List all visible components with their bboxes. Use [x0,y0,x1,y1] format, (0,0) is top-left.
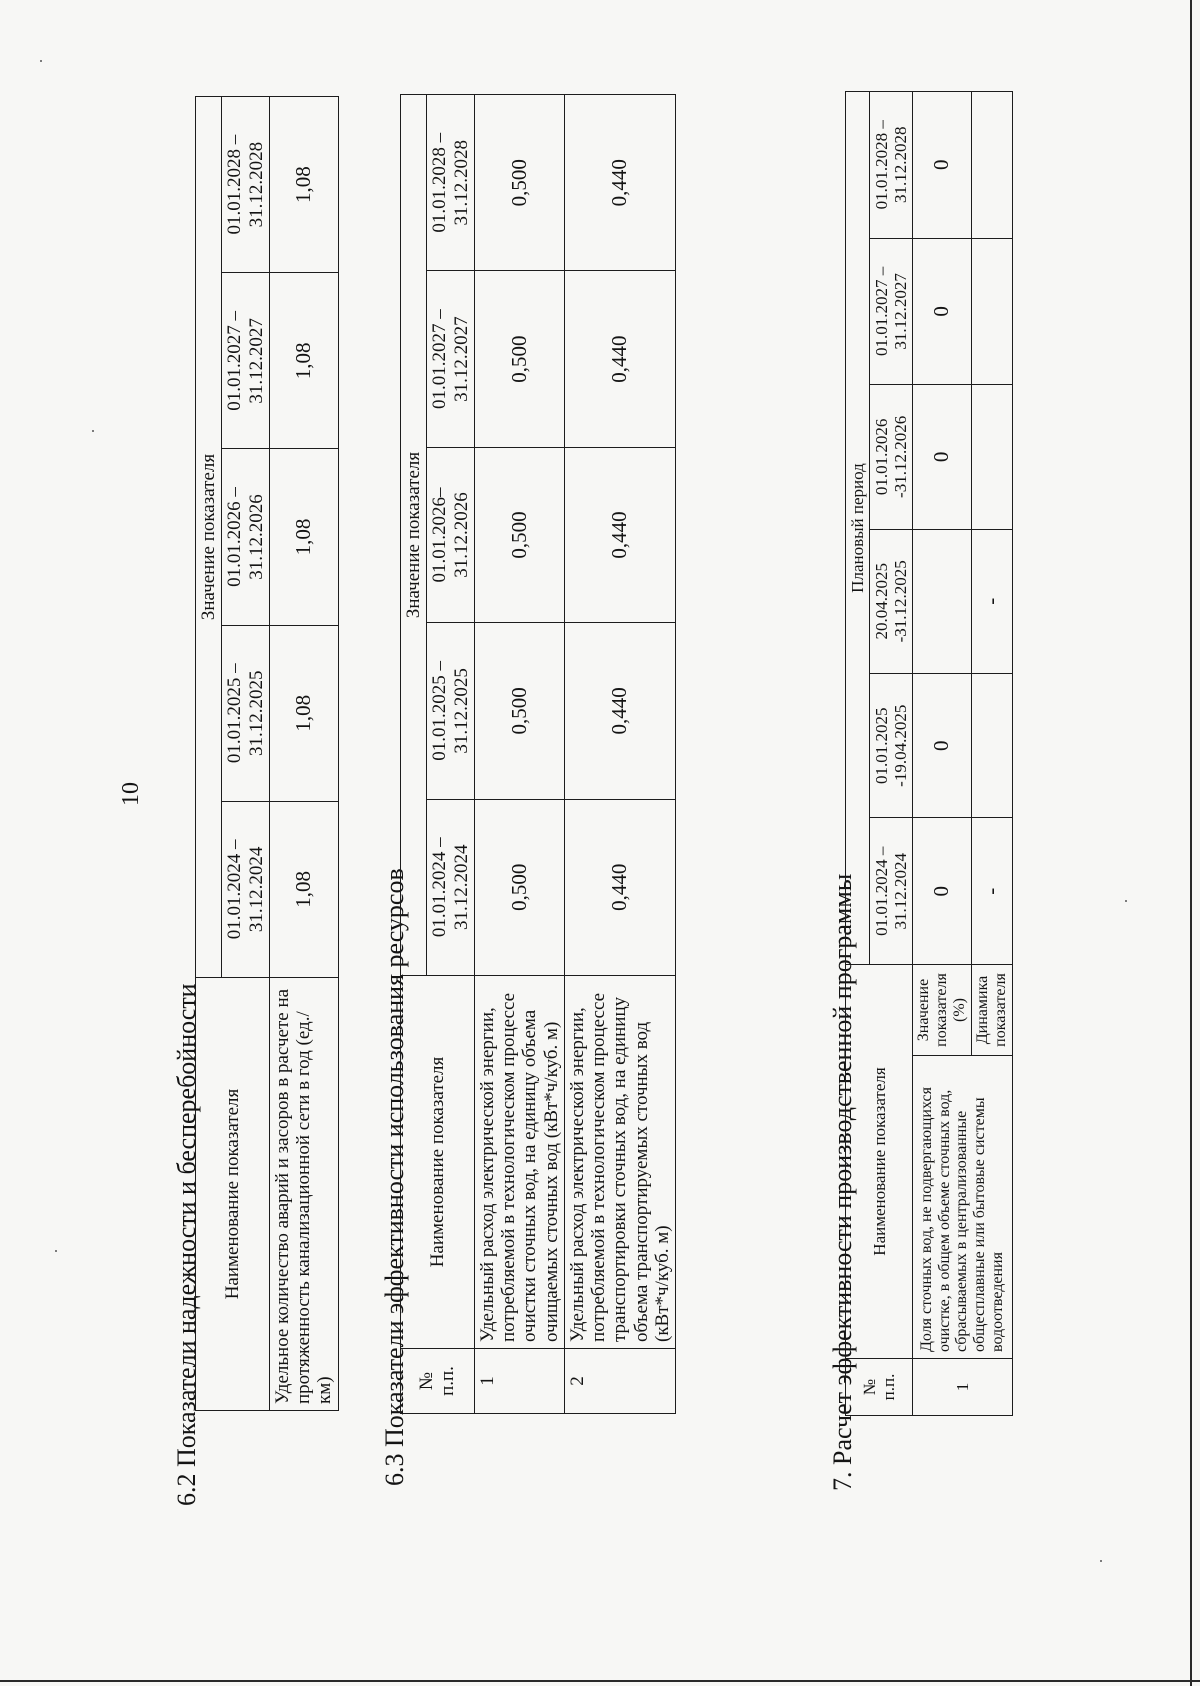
value-cell: 1,08 [269,97,338,273]
value-cell [971,92,1012,239]
header-num: № п.п. [846,1359,913,1416]
value-cell: 0,440 [564,447,675,622]
sub-row-label: Значение показателя (%) [913,965,972,1056]
table-row [269,97,338,1411]
value-cell [913,529,972,673]
section-63-title: 6.3 Показатели эффективности использования ресурсов [380,868,409,1486]
header-period: Плановый период [846,92,870,965]
table-row [474,95,564,1414]
period-header: 01.01.2027 – 31.12.2027 [870,238,913,385]
period-header: 01.01.2028 – 31.12.2028 [427,95,475,271]
period-header: 01.01.2024 – 31.12.2024 [222,801,270,977]
period-header: 01.01.2026 – 31.12.2026 [222,449,270,625]
period-header: 01.01.2025 – 31.12.2025 [427,623,475,799]
value-cell [971,385,1012,529]
program-efficiency-table [845,91,1013,1416]
header-name: Наименование показателя [196,978,270,1411]
value-cell: 0 [913,818,972,965]
period-header: 01.01.2027 – 31.12.2027 [222,273,270,449]
period-header: 01.01.2024 – 31.12.2024 [427,799,475,975]
value-cell: 0,440 [564,271,675,447]
value-cell: 0 [913,92,972,239]
scan-speck [1100,1560,1102,1562]
value-cell: 0,440 [564,623,675,799]
sub-row-label: Динамика показателя [971,965,1012,1056]
indicator-name: Удельный расход электрической энергии, потребляемой в технологическом процессе очистки сточных вод, на единицу объема очищаемых сточных вод (кВт*ч/куб. м) [474,976,564,1349]
period-header: 01.01.2028 – 31.12.2028 [870,92,913,239]
indicator-name: Удельный расход электрической энергии, потребляемой в технологическом процессе транспортировки сточных вод, на единицу объема транспортируемых сточных вод (кВт*ч/куб. м) [564,976,675,1349]
value-cell: 1,08 [269,625,338,801]
indicator-name: Доля сточных вод, не подвергающихся очистке, в общем объеме сточных вод, сбрасываемых в централизованные общесплавные или бытовые системы водоотведения [913,1056,1013,1359]
value-cell: 0,500 [474,271,564,447]
row-num: 2 [564,1349,675,1414]
value-cell: 0 [913,674,972,818]
resource-efficiency-table [400,94,676,1414]
scan-speck [40,60,42,62]
value-cell: 1,08 [269,449,338,625]
value-cell: 0,500 [474,799,564,975]
row-num: 1 [913,1359,1013,1416]
value-cell: 1,08 [269,801,338,977]
indicator-name: Удельное количество аварий и засоров в расчете на протяженность канализационной сети в год (ед./км) [269,978,338,1411]
value-cell: 0,440 [564,799,675,975]
header-name: Наименование показателя [401,976,475,1349]
section-62-title: 6.2 Показатели надежности и бесперебойности [172,983,201,1506]
value-cell: - [971,529,1012,673]
value-cell: - [971,818,1012,965]
period-header: 01.01.2024 – 31.12.2024 [870,818,913,965]
value-cell: 0,500 [474,95,564,271]
table-row [913,92,972,1416]
value-cell: 0 [913,385,972,529]
scan-speck [55,1250,57,1252]
header-num: № п.п. [401,1349,475,1414]
header-value: Значение показателя [196,97,222,978]
period-header: 20.04.2025 -31.12.2025 [870,529,913,673]
period-header: 01.01.2025 -19.04.2025 [870,674,913,818]
period-header: 01.01.2026 -31.12.2026 [870,385,913,529]
row-num: 1 [474,1349,564,1414]
value-cell: 0,440 [564,95,675,271]
section-7-title: 7. Расчет эффективности производственной программы [828,873,857,1491]
header-name: Наименование показателя [846,965,913,1359]
period-header: 01.01.2027 – 31.12.2027 [427,271,475,447]
value-cell [971,674,1012,818]
period-header: 01.01.2028 – 31.12.2028 [222,97,270,273]
page-number: 10 [118,782,144,806]
value-cell: 0 [913,238,972,385]
period-header: 01.01.2026– 31.12.2026 [427,447,475,622]
value-cell: 0,500 [474,623,564,799]
table-row [564,95,675,1414]
scan-speck [1125,900,1127,902]
period-header: 01.01.2025 – 31.12.2025 [222,625,270,801]
value-cell [971,238,1012,385]
value-cell: 1,08 [269,273,338,449]
reliability-table [195,96,339,1411]
value-cell: 0,500 [474,447,564,622]
scan-speck [92,430,94,432]
header-value: Значение показателя [401,95,427,976]
